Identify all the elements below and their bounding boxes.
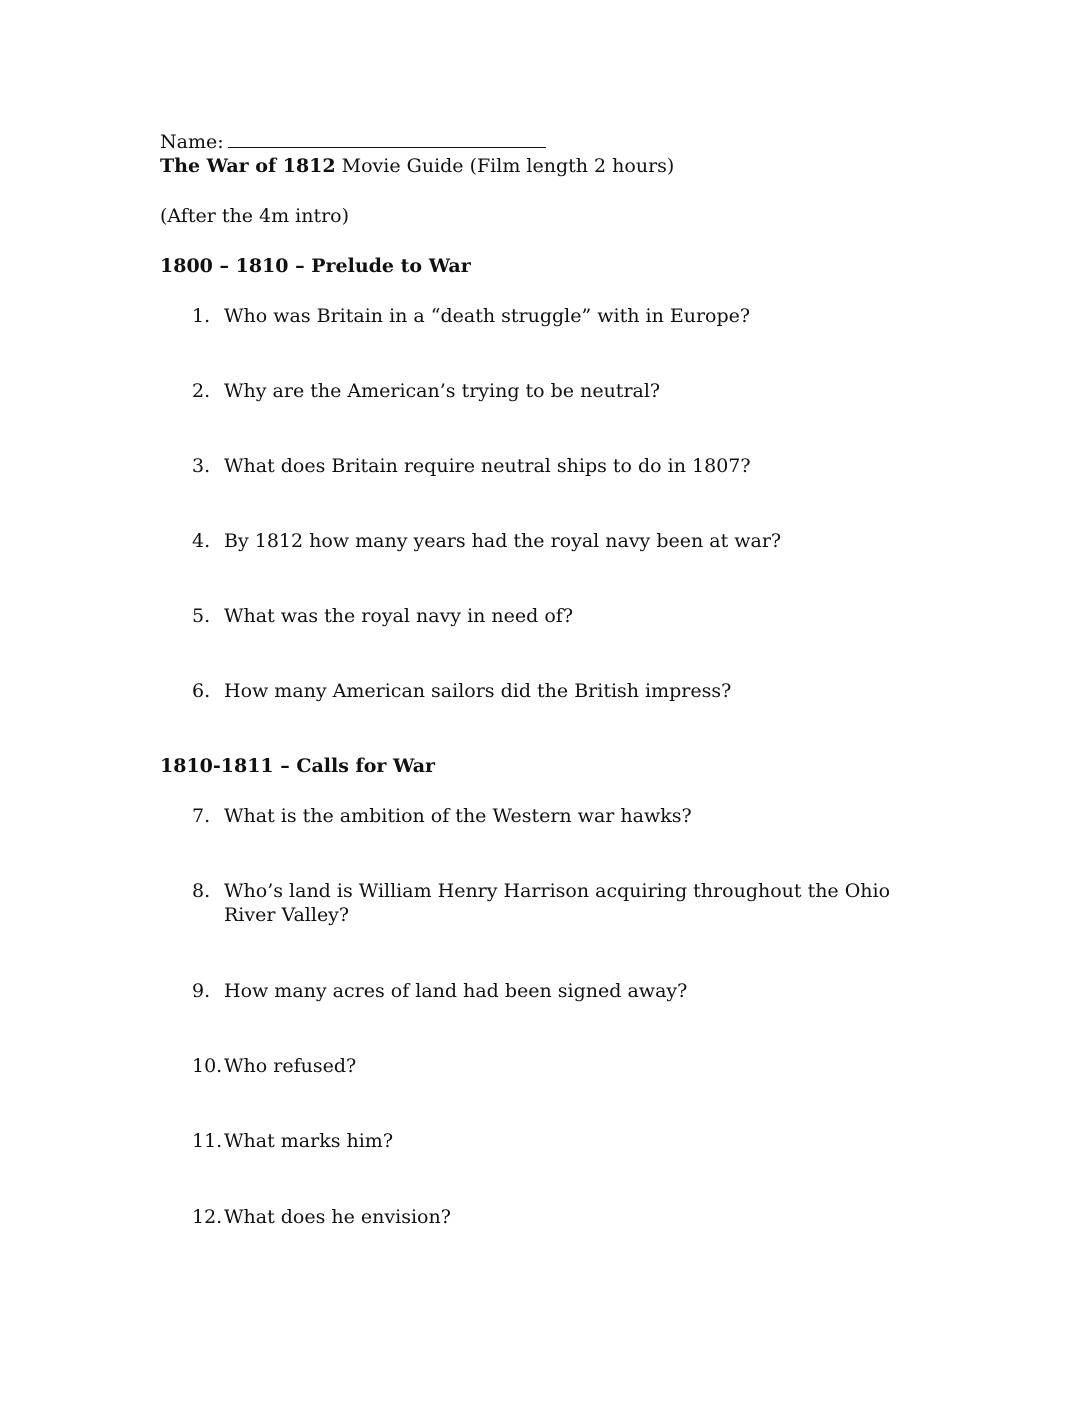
title-film-name: The War of 1812 bbox=[160, 155, 336, 177]
question-text: Who was Britain in a “death struggle” with in Europe? bbox=[224, 305, 751, 327]
question-text: How many acres of land had been signed away? bbox=[224, 980, 688, 1002]
title-description: Movie Guide (Film length 2 hours) bbox=[335, 155, 675, 177]
section-heading: 1810-1811 – Calls for War bbox=[160, 755, 436, 777]
question-text: By 1812 how many years had the royal navy been at war? bbox=[224, 530, 782, 552]
question-number: 8. bbox=[192, 880, 211, 902]
name-blank-line bbox=[228, 129, 546, 148]
question-number: 11. bbox=[192, 1130, 223, 1152]
section-heading: 1800 – 1810 – Prelude to War bbox=[160, 255, 471, 277]
question-text: How many American sailors did the British impress? bbox=[224, 680, 732, 702]
question-number: 4. bbox=[192, 530, 211, 552]
question-number: 9. bbox=[192, 980, 211, 1002]
name-row bbox=[160, 129, 546, 154]
question-text: Who refused? bbox=[224, 1055, 357, 1077]
question-number: 10. bbox=[192, 1055, 223, 1077]
name-label: Name: bbox=[160, 131, 224, 153]
question-text: Why are the American’s trying to be neutral? bbox=[224, 380, 661, 402]
question-number: 6. bbox=[192, 680, 211, 702]
question-number: 3. bbox=[192, 455, 211, 477]
document-title bbox=[160, 154, 674, 178]
question-number: 2. bbox=[192, 380, 211, 402]
question-text: What does he envision? bbox=[224, 1206, 451, 1228]
question-number: 12. bbox=[192, 1206, 223, 1228]
question-text: Who’s land is William Henry Harrison acquiring throughout the Ohio River Valley? bbox=[224, 880, 891, 926]
question-text: What is the ambition of the Western war hawks? bbox=[224, 805, 692, 827]
question-text: What was the royal navy in need of? bbox=[224, 605, 574, 627]
question-number: 5. bbox=[192, 605, 211, 627]
question-number: 1. bbox=[192, 305, 211, 327]
question-text: What does Britain require neutral ships to do in 1807? bbox=[224, 455, 751, 477]
question-number: 7. bbox=[192, 805, 211, 827]
intro-note: (After the 4m intro) bbox=[160, 205, 350, 227]
question-text: What marks him? bbox=[224, 1130, 394, 1152]
